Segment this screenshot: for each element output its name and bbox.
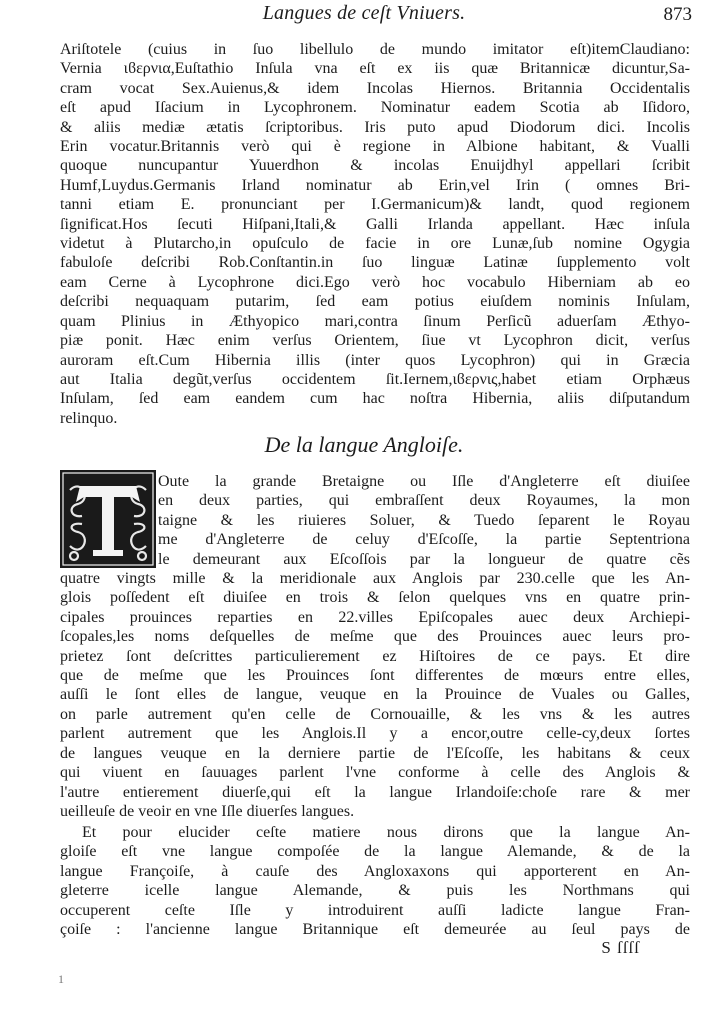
- text-line: auroram eſt.Cum Hibernia illis (inter quos Lycophron) qui in Græcia: [60, 351, 690, 369]
- text-line: en deux parties, qui embraſſent deux Royaumes, la mon: [158, 492, 690, 510]
- text-line: prietez ſont deſcrittes particulierement ez Hiſtoires de ce pays. Et dire: [60, 647, 690, 665]
- text-line: le demeurant aux Eſcoſſois par la longueur de quatre cẽs: [158, 550, 690, 568]
- text-line: piæ ponit. Hæc enim verſus Orientem, ſiue vt Lycophron dicit, verſus: [60, 332, 690, 350]
- bottom-mark: 1: [58, 972, 64, 986]
- text-line: ſignificat.Hos ſecuti Hiſpani,Itali,& Galli Irlanda appellant. Hæc inſula: [60, 215, 690, 233]
- text-line: eſt apud Iſacium in Lycophronem. Nominatur eadem Scotia ab Iſidoro,: [60, 99, 690, 117]
- text-line: auſſi le ſont elles de langue, veuque en la Prouince de Vuales ou Galles,: [60, 686, 690, 704]
- text-line: videtut à Plutarcho,in opuſculo de facie in ore Lunæ,ſub nomine Ogygia: [60, 235, 690, 253]
- text-line: aut Italia degũt,verſus occidentem ſit.Iernem,ιϐερνις,habet etiam Orphæus: [60, 370, 690, 388]
- text-line: que de meſme que les Prouinces ſont differentes de mœurs entre elles,: [60, 667, 690, 685]
- text-line: fabuloſe deſcribi Rob.Conſtantin.in ſuo linguæ Latinæ ſupplemento volt: [60, 254, 690, 272]
- catchword: S ſſſſ: [601, 938, 640, 957]
- text-line: l'autre entierement diuerſe,qui eſt la langue Irlandoiſe:choſe rare & mer: [60, 783, 690, 801]
- text-line: eam Cerne à Lycophrone dici.Ego verò hoc vocabulo Hiberniam ab eo: [60, 273, 690, 291]
- text-line: tanni etiam E. pronunciant per I.Germanicum)& landt, quod regionem: [60, 196, 690, 214]
- text-line: cipales prouinces reparties en 22.villes Epiſcopales auec deux Archiepi-: [60, 608, 690, 626]
- text-line: parlent autrement que les Anglois.Il y a encor,outre celle-cy,deux ſortes: [60, 725, 690, 743]
- text-line: gleterre icelle langue Alemande, & puis les Northmans qui: [60, 882, 690, 900]
- text-line: Vernia ιϐερνια,Euſtathio Inſula vna eſt ex iis quæ Britannicæ dicuntur,Sa-: [60, 60, 690, 78]
- text-line: Et pour elucider ceſte matiere nous dirons que la langue An-: [82, 824, 690, 841]
- text-line: quoque nuncupantur Yuuerdhon & incolas Enuijdhyl appellari ſcribit: [60, 157, 690, 175]
- text-line: qui viuent en ſauuages parlent l'vne conforme à celle des Anglois &: [60, 764, 690, 782]
- section-heading: De la langue Angloiſe.: [264, 432, 464, 457]
- running-header: Langues de ceſt Vniuers.: [262, 2, 466, 24]
- text-line: on parle autrement qu'en celle de Cornouaille, & les vns & les autres: [60, 705, 690, 723]
- paragraph-french-2: [60, 823, 690, 939]
- text-line: glois poſſedent eſt diuiſee en trois & ſelon quelques vns en quatre prin-: [60, 589, 690, 607]
- text-line: Ariſtotele (cuius in ſuo libellulo de mundo imitator eſt)itemClaudiano:: [60, 41, 690, 58]
- text-line: ſcopales,les noms deſquelles de meſme que des Prouinces auec leurs pro-: [60, 628, 690, 646]
- text-line: & aliis mediæ ætatis ſcriptoribus. Iris puto apud Diodorum dici. Incolis: [60, 118, 690, 136]
- text-line: Inſulam, ſed eam eandem cum hac noſtra Hibernia, aliis diſputandum: [60, 390, 690, 408]
- page-number: 873: [663, 4, 692, 25]
- paragraph-latin: [60, 40, 690, 428]
- text-line: quam Plinius in Æthyopico mari,contra ſinum Perſicũ aduerſam Æthyo-: [60, 312, 690, 330]
- text-line: cram vocat Sex.Auienus,& idem Incolas Hiernos. Britannia Occidentalis: [60, 79, 690, 97]
- text-line: occuperent ceſte Iſle y introduirent auſſi ladicte langue Fran-: [60, 901, 690, 919]
- text-line: me d'Angleterre de celuy d'Eſcoſſe, la partie Septentriona: [158, 531, 690, 549]
- text-line: de langues veuque en la derniere partie de l'Eſcoſſe, les habitans & ceux: [60, 744, 690, 762]
- text-line: quatre vingts mille & la meridionale aux Anglois par 230.celle que les An-: [60, 570, 690, 588]
- text-line: relinquo.: [60, 409, 118, 427]
- text-line: Humf,Luydus.Germanis Irland nominatur ab Erin,vel Irin ( omnes Bri-: [60, 176, 690, 194]
- paragraph-french-1: [60, 472, 690, 821]
- text-line: langue Françoiſe, à cauſe des Angloxaxons qui apporterent en An-: [60, 862, 690, 880]
- text-line: taigne & les riuieres Soluer, & Tuedo ſeparent le Royau: [158, 511, 690, 529]
- text-line: Erin vocatur.Britannis verò qui è regione in Albione habitant, & Vualli: [60, 138, 690, 156]
- text-line: Oute la grande Bretaigne ou Iſle d'Angleterre eſt diuiſee: [158, 473, 690, 490]
- text-line: çoiſe : l'ancienne langue Britannique eſt demeurée au ſeul pays de: [60, 921, 690, 939]
- text-line: ueilleuſe de veoir en vne Iſle diuerſes langues.: [60, 802, 355, 820]
- text-line: gloiſe eſt vne langue compoſée de la langue Alemande, & de la: [60, 843, 690, 861]
- text-line: deſcribi nequaquam putarim, ſed eam potius eiuſdem nominis Inſulam,: [60, 293, 690, 311]
